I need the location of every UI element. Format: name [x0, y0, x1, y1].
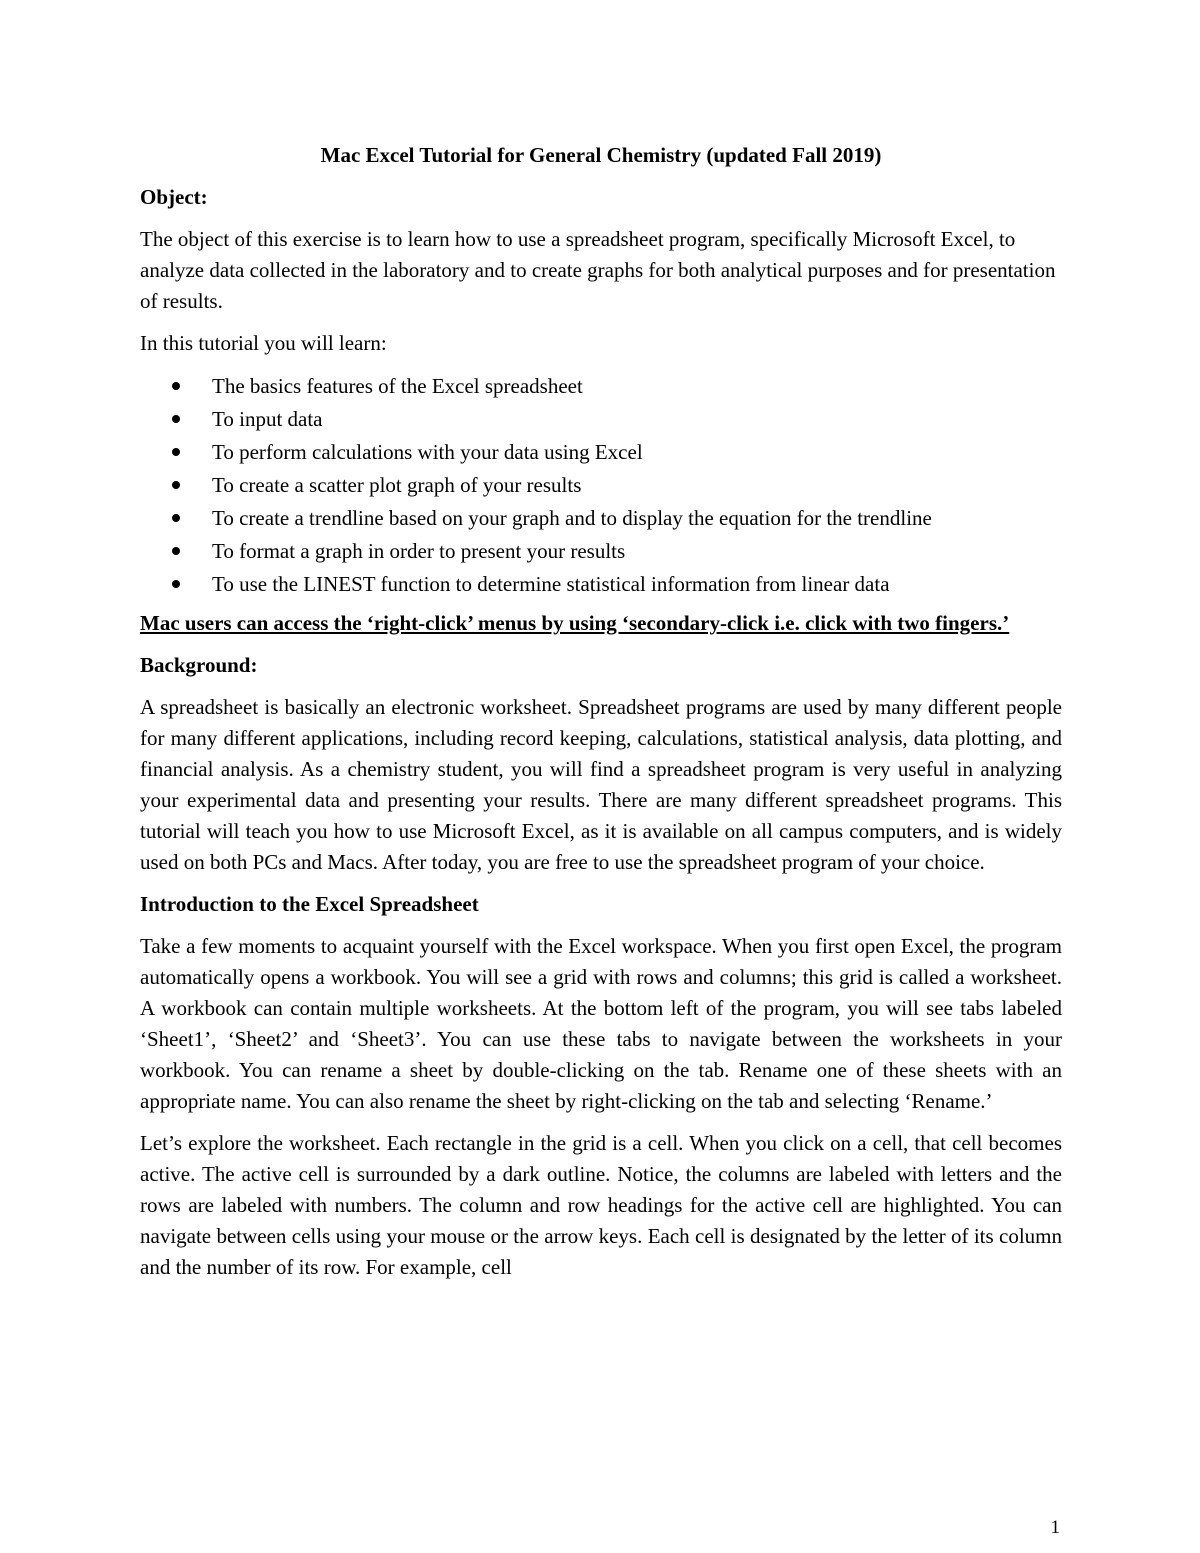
- bullet-icon: [172, 547, 180, 555]
- list-item-text: To create a scatter plot graph of your results: [212, 473, 582, 497]
- background-paragraph: A spreadsheet is basically an electronic worksheet. Spreadsheet programs are used by many different people for many different applications, including record keeping, calculations, statistical analysis, data plotting, and financial analysis. As a chemistry student, you will find a spreadsheet program is very useful in analyzing your experimental data and presenting your results. There are many different spreadsheet programs. This tutorial will teach you how to use Microsoft Excel, as it is available on all campus computers, and is widely used on both PCs and Macs. After today, you are free to use the spreadsheet program of your choice.: [140, 695, 1062, 874]
- intro-paragraph-2: Let’s explore the worksheet. Each rectangle in the grid is a cell. When you click on a cell, that cell becomes active. The active cell is surrounded by a dark outline. Notice, the columns are labeled with letters and the rows are labeled with numbers. The column and row headings for the active cell are highlighted. You can navigate between cells using your mouse or the arrow keys. Each cell is designated by the letter of its column and the number of its row. For example, cell: [140, 1131, 1062, 1279]
- list-item-text: To perform calculations with your data using Excel: [212, 440, 643, 464]
- bullet-icon: [172, 580, 180, 588]
- bullet-icon: [172, 382, 180, 390]
- object-paragraph: The object of this exercise is to learn how to use a spreadsheet program, specifically Microsoft Excel, to analyze data collected in the laboratory and to create graphs for both analytical purposes and for presentation of results.: [140, 227, 1056, 313]
- document-title: Mac Excel Tutorial for General Chemistry (updated Fall 2019): [320, 143, 882, 167]
- bullet-icon: [172, 415, 180, 423]
- background-heading: Background:: [140, 653, 258, 677]
- object-heading: Object:: [140, 185, 208, 209]
- bullet-icon: [172, 514, 180, 522]
- list-item-text: To create a trendline based on your graph and to display the equation for the trendline: [212, 506, 932, 530]
- intro-heading: Introduction to the Excel Spreadsheet: [140, 892, 479, 916]
- bullet-icon: [172, 481, 180, 489]
- learn-intro: In this tutorial you will learn:: [140, 331, 387, 355]
- learn-list: [140, 370, 1062, 601]
- list-item-text: To format a graph in order to present your results: [212, 539, 626, 563]
- list-item: [140, 568, 1062, 601]
- mac-right-click-note: Mac users can access the ‘right-click’ menus by using ‘secondary-click i.e. click with two fingers.’: [140, 611, 1010, 635]
- intro-paragraph-1: Take a few moments to acquaint yourself with the Excel workspace. When you first open Excel, the program automatically opens a workbook. You will see a grid with rows and columns; this grid is called a worksheet. A workbook can contain multiple worksheets. At the bottom left of the program, you will see tabs labeled ‘Sheet1’, ‘Sheet2’ and ‘Sheet3’. You can use these tabs to navigate between the worksheets in your workbook. You can rename a sheet by double-clicking on the tab. Rename one of these sheets with an appropriate name. You can also rename the sheet by right-clicking on the tab and selecting ‘Rename.’: [140, 934, 1062, 1113]
- list-item: [140, 535, 1062, 568]
- list-item: [140, 370, 1062, 403]
- page-number: 1: [1050, 1517, 1060, 1538]
- list-item: [140, 403, 1062, 436]
- list-item-text: To input data: [212, 407, 323, 431]
- document-page: [140, 140, 1062, 1294]
- list-item-text: The basics features of the Excel spreadsheet: [212, 374, 583, 398]
- list-item: [140, 469, 1062, 502]
- bullet-icon: [172, 448, 180, 456]
- list-item: [140, 436, 1062, 469]
- list-item-text: To use the LINEST function to determine statistical information from linear data: [212, 572, 890, 596]
- list-item: [140, 502, 1062, 535]
